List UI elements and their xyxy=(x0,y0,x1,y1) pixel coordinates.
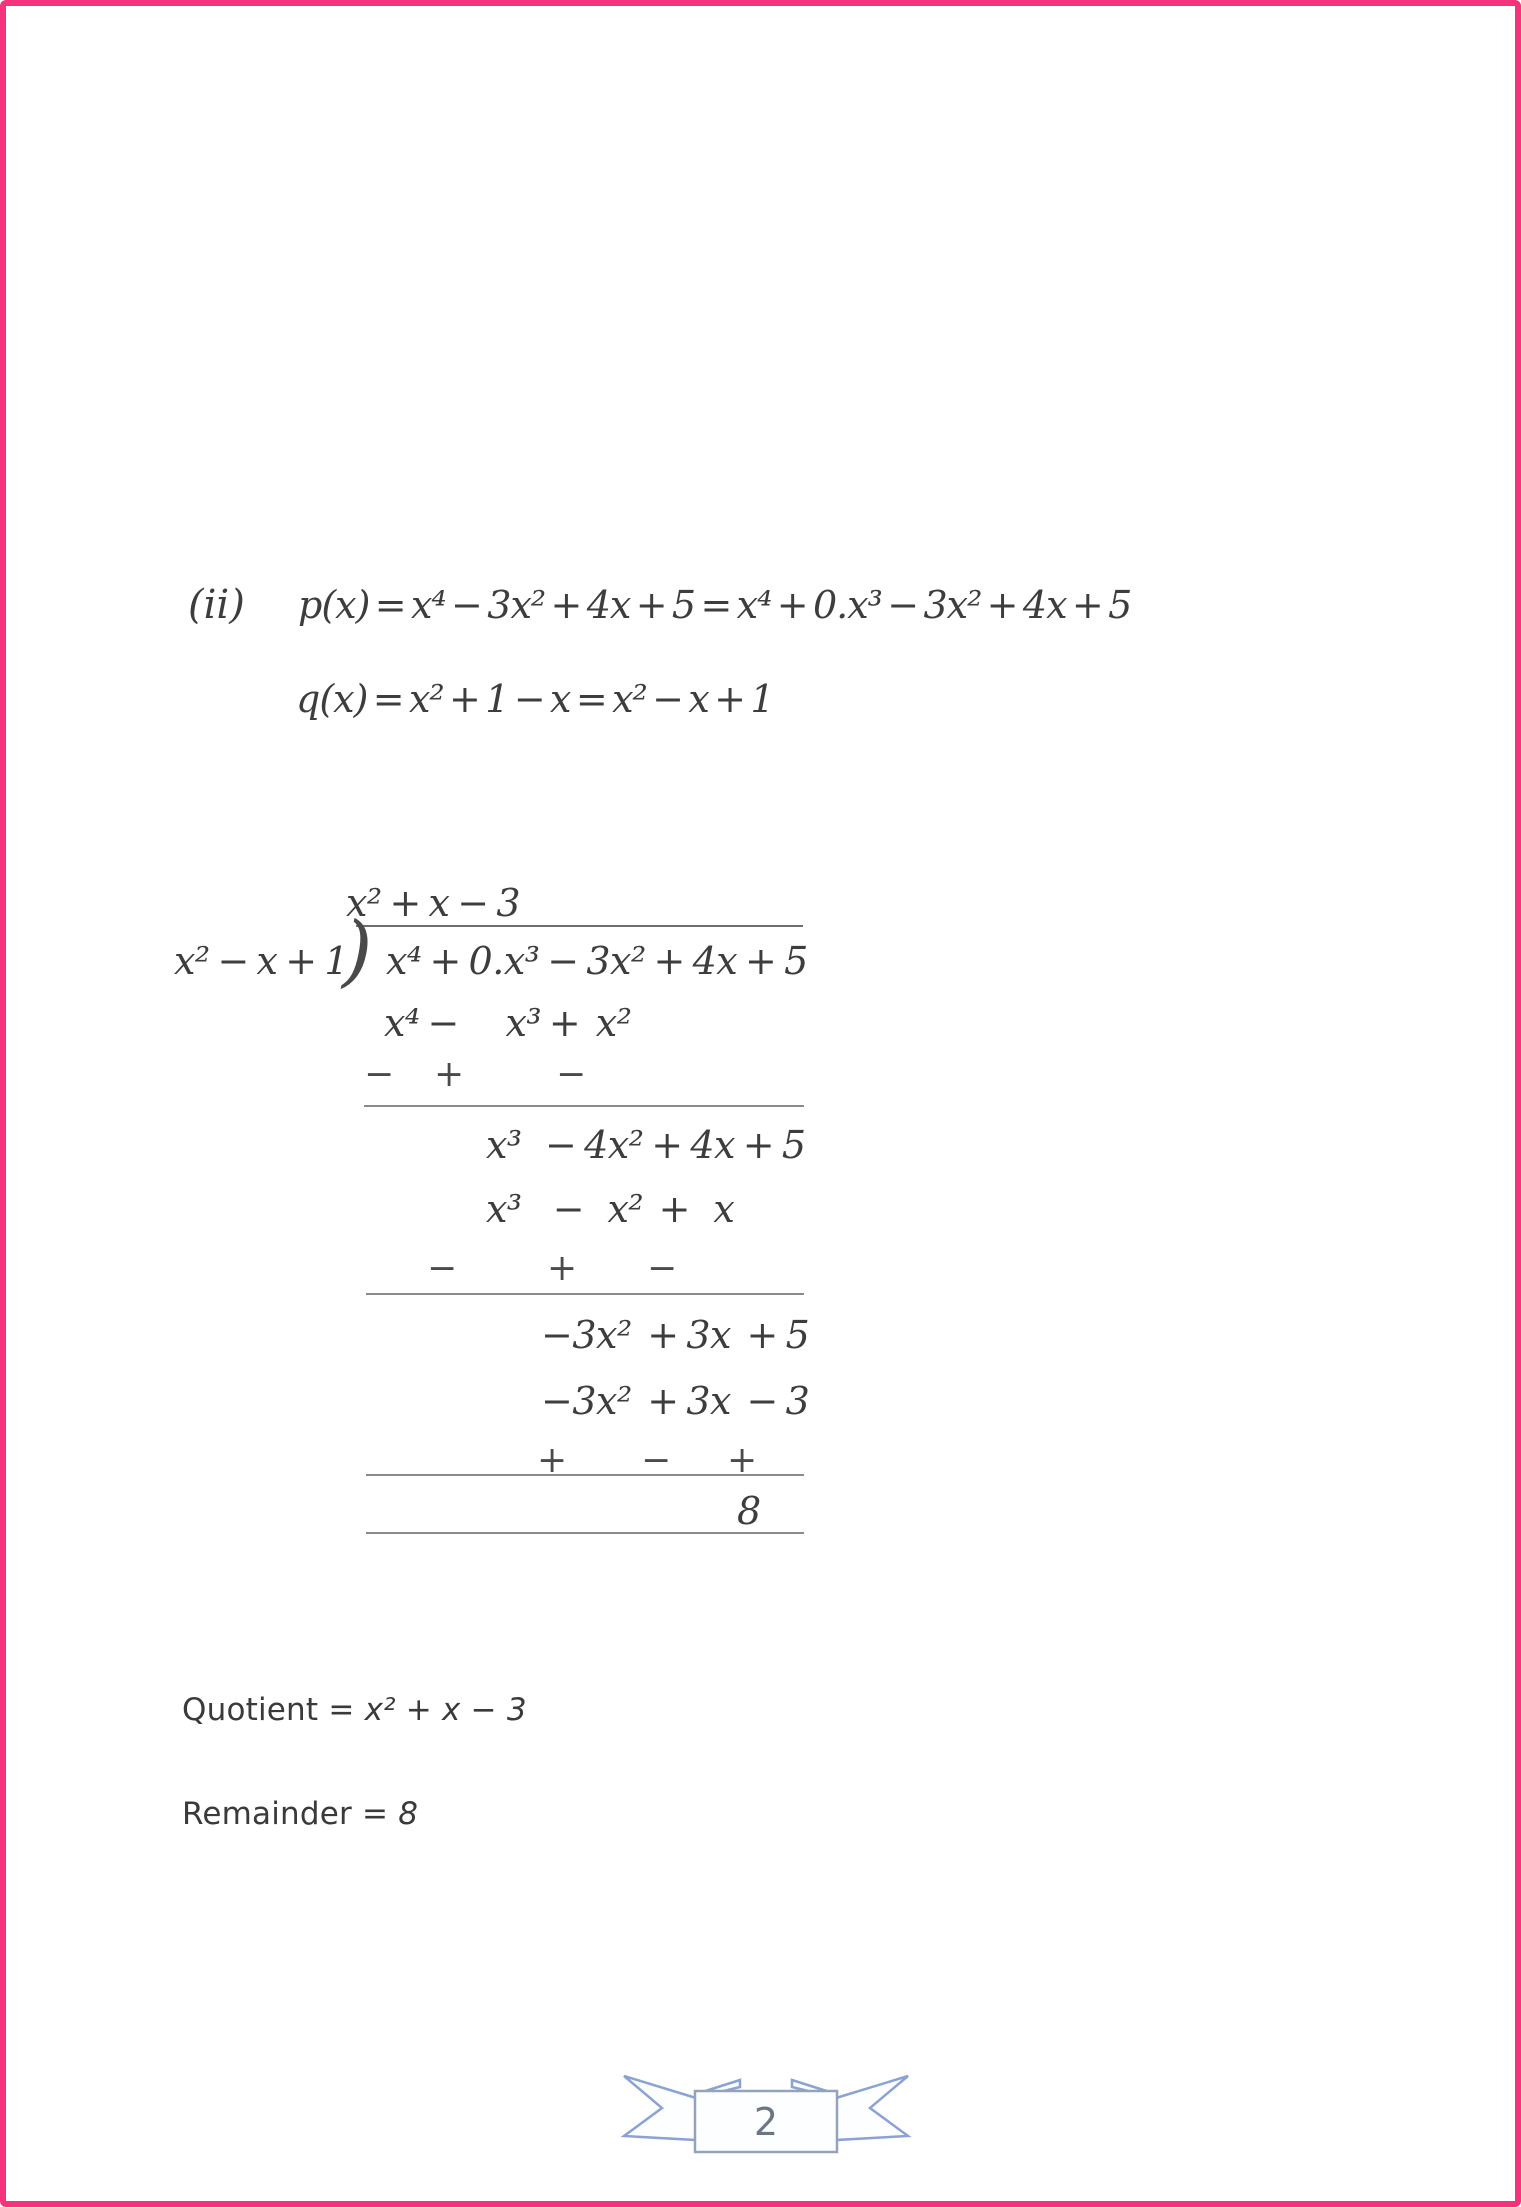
division-rule-3 xyxy=(366,1474,804,1476)
ribbon-icon xyxy=(616,2066,916,2160)
problem-index: (ii) xyxy=(188,582,245,628)
step1-sign-3: − xyxy=(556,1054,587,1095)
step2-carry-row: x³ − 4x² + 4x + 5 xyxy=(486,1123,806,1167)
division-remainder-value: 8 xyxy=(737,1489,761,1533)
polynomial-p-line: p(x) = x⁴ − 3x² + 4x + 5 = x⁴ + 0.x³ − 3x² + 4x + 5 xyxy=(298,583,1132,627)
remainder-label: Remainder xyxy=(182,1796,352,1832)
ribbon-tail-right xyxy=(836,2076,908,2140)
step3-sign-1: + xyxy=(537,1440,568,1481)
division-quotient-line: x² + x − 3 xyxy=(346,881,521,925)
division-rule-1 xyxy=(364,1105,804,1107)
step3-sign-2: − xyxy=(641,1440,672,1481)
quotient-result-line xyxy=(182,1692,527,1728)
division-rule-2 xyxy=(366,1293,804,1295)
division-divisor: x² − x + 1 xyxy=(174,939,349,983)
step1-sign-2: + xyxy=(434,1054,465,1095)
remainder-result-line xyxy=(182,1796,418,1832)
ribbon-tail-left xyxy=(624,2076,696,2140)
page-number-ribbon xyxy=(616,2066,916,2160)
quotient-label: Quotient xyxy=(182,1692,319,1728)
remainder-equals: = xyxy=(362,1796,389,1832)
page-number: 2 xyxy=(753,2100,779,2144)
step1-sign-1: − xyxy=(364,1054,395,1095)
quotient-value: x² + x − 3 xyxy=(364,1692,527,1728)
division-paren: ) xyxy=(342,906,373,996)
step3-carry-row: −3x² + 3x + 5 xyxy=(541,1313,810,1357)
step3-sign-3: + xyxy=(727,1440,758,1481)
quotient-equals: = xyxy=(328,1692,355,1728)
step2-sign-1: − xyxy=(427,1248,458,1289)
division-bar xyxy=(356,925,803,927)
division-rule-4 xyxy=(366,1532,804,1534)
step2-product-row: x³ − x² + x xyxy=(486,1187,735,1231)
remainder-value: 8 xyxy=(398,1796,419,1832)
step1-product-row: x⁴ − x³ + x² xyxy=(384,1001,632,1045)
polynomial-q-line: q(x) = x² + 1 − x = x² − x + 1 xyxy=(296,677,774,721)
step2-sign-2: + xyxy=(547,1248,578,1289)
division-dividend: x⁴ + 0.x³ − 3x² + 4x + 5 xyxy=(386,939,808,983)
step2-sign-3: − xyxy=(647,1248,678,1289)
step3-product-row: −3x² + 3x − 3 xyxy=(541,1379,810,1423)
